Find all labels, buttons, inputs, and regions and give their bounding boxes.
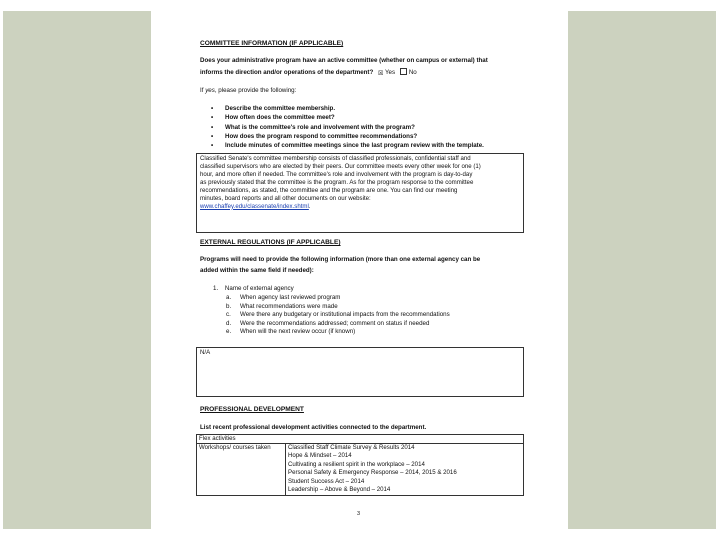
list-item: • Include minutes of committee meetings since the last program review with the template.: [209, 142, 484, 151]
workshops-label-cell: Workshops/ courses taken: [197, 443, 286, 495]
website-line: [200, 203, 520, 211]
website-link-period: .: [308, 202, 311, 210]
workshops-list-cell: [286, 443, 524, 495]
flex-activities-cell: Flex activities: [197, 435, 524, 444]
if-yes-word: yes: [205, 87, 215, 94]
external-item-label: Name of external agency: [224, 285, 294, 292]
if-yes-prefix: If: [200, 87, 204, 94]
list-item: Student Success Act – 2014: [288, 477, 365, 485]
response-line: Classified Senate's committee membership consists of classified professionals, confidential staff and: [200, 155, 471, 162]
response-line: as previously stated that the committee is the program. As for the program response to the committee: [200, 178, 474, 186]
list-item: Cultivating a resilient spirit in the workplace – 2014: [288, 460, 425, 468]
external-response-text: N/A: [200, 349, 211, 356]
committee-question-line2-row: [200, 68, 417, 77]
committee-question-line1: Does your administrative program have an active committee (whether on campus or external) that: [200, 57, 488, 64]
pd-intro: List recent professional development activities connected to the department.: [200, 424, 427, 431]
sub-item-letter: a.: [226, 294, 232, 301]
pd-heading: PROFESSIONAL DEVELOPMENT: [200, 406, 304, 413]
sub-item-letter: c.: [226, 311, 231, 319]
external-intro-line2: added within the same field if needed):: [200, 267, 314, 274]
left-side-panel: [3, 11, 151, 529]
list-item: Leadership – Above & Beyond – 2014: [288, 486, 391, 494]
list-item: • How does the program respond to committee recommendations?: [209, 133, 484, 142]
sub-item-letter: b.: [226, 302, 232, 310]
committee-response-box[interactable]: [196, 153, 524, 233]
no-checkbox[interactable]: [400, 68, 407, 75]
if-yes-suffix: , please provide the following:: [214, 87, 297, 94]
page-number: 3: [357, 511, 361, 517]
sub-item-letter: e.: [226, 328, 232, 336]
response-line: classified supervisors who are elected by their peers. Our committee meets every other week for one (1): [200, 162, 481, 170]
sub-item-text: When agency last reviewed program: [240, 294, 341, 301]
sub-item-text: When will the next review occur (if known): [240, 328, 356, 336]
list-item: Hope & Mindset – 2014: [288, 452, 352, 460]
committee-bullet-list: [209, 105, 484, 151]
no-label: No: [408, 69, 417, 76]
table-row: [197, 435, 524, 444]
committee-response-text: [197, 154, 523, 211]
list-item: [226, 311, 450, 320]
yes-checkbox[interactable]: ☒: [378, 70, 384, 77]
response-line: hour, and more often if needed. The committee's role and involvement with the program is day-to-day: [200, 170, 473, 178]
list-item: • How often does the committee meet?: [209, 114, 484, 123]
external-item-number: 1.: [213, 285, 219, 292]
external-sub-list: [226, 294, 450, 337]
sub-item-text: Were there any budgetary or institutional impacts from the recommendations: [240, 311, 450, 319]
external-intro-line1: Programs will need to provide the following information (more than one external agency can be: [200, 256, 481, 263]
response-line: recommendations, as stated, the committee and the program are one. You can find our meeting: [200, 186, 458, 194]
list-item: [226, 294, 450, 303]
list-item: Classified Staff Climate Survey & Results 2014: [288, 443, 415, 451]
right-side-panel: [568, 11, 716, 529]
pd-table: [196, 434, 524, 496]
committee-question-line2: informs the direction and/or operations of the department?: [200, 69, 374, 76]
list-item: Personal Safety & Emergency Response – 2014, 2015 & 2016: [288, 469, 457, 477]
external-item: [213, 285, 294, 293]
if-yes-line: [200, 87, 296, 95]
committee-heading: COMMITTEE INFORMATION (IF APPLICABLE): [200, 40, 344, 47]
list-item: [226, 320, 450, 329]
list-item: • Describe the committee membership.: [209, 105, 484, 114]
table-row: [197, 443, 524, 495]
list-item: [226, 328, 450, 337]
list-item: • What is the committee's role and involvement with the program?: [209, 124, 484, 133]
sub-item-text: What recommendations were made: [240, 302, 338, 310]
sub-item-text: Were the recommendations addressed; comment on status if needed: [240, 319, 430, 327]
yes-label: Yes: [385, 69, 396, 76]
response-line: minutes, board reports and all other documents on our website:: [200, 194, 371, 202]
list-item: [226, 303, 450, 312]
external-response-box[interactable]: [196, 347, 524, 397]
external-heading: EXTERNAL REGULATIONS (IF APPLICABLE): [200, 239, 341, 246]
document-page: [151, 11, 568, 529]
website-link[interactable]: www.chaffey.edu/classenate/index.shtml: [200, 202, 309, 210]
sub-item-letter: d.: [226, 319, 232, 327]
